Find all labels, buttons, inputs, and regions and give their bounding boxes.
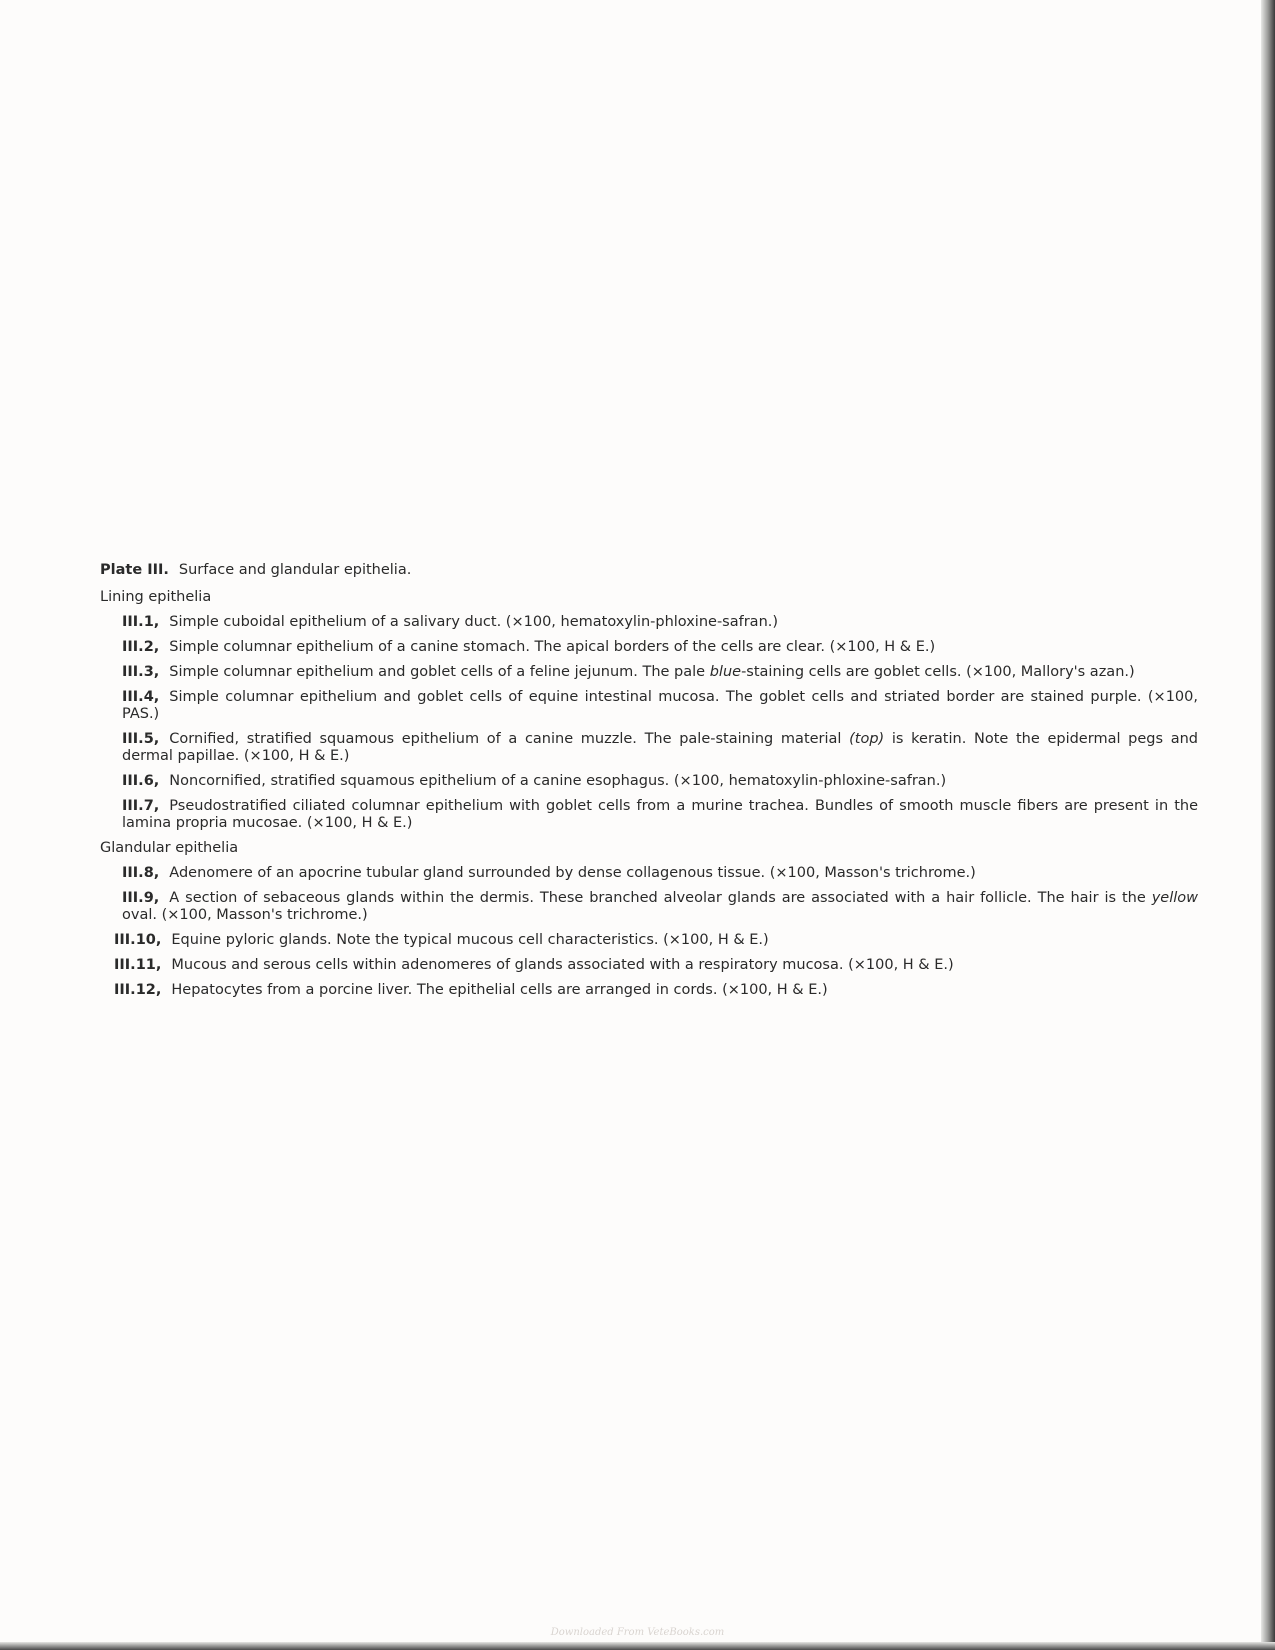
entry-text: -staining cells are goblet cells. (×100, Mallory's azan.)	[741, 664, 1135, 680]
caption-entry	[98, 957, 1198, 974]
entry-text: Cornified, stratified squamous epithelium of a canine muzzle. The pale-staining material	[169, 731, 850, 747]
page-bottom-edge	[0, 1642, 1275, 1650]
entry-text-italic: (top)	[849, 731, 885, 747]
caption-entry	[98, 798, 1198, 832]
entry-number: III.8,	[122, 865, 160, 881]
caption-entry	[98, 614, 1198, 631]
caption-entry	[98, 890, 1198, 924]
entry-text-italic: blue	[709, 664, 742, 680]
caption-entry	[98, 639, 1198, 656]
entry-number: III.2,	[122, 639, 160, 655]
caption-entry	[98, 664, 1198, 681]
entry-number: III.10,	[114, 932, 162, 948]
caption-entry	[98, 731, 1198, 765]
entry-number: III.5,	[122, 731, 160, 747]
entry-text-italic: yellow	[1151, 890, 1198, 906]
plate-caption	[98, 562, 1198, 1007]
section-heading-glandular: Glandular epithelia	[100, 840, 239, 856]
entry-number: III.4,	[122, 689, 160, 705]
section-heading-lining: Lining epithelia	[100, 589, 212, 605]
entry-number: III.11,	[114, 957, 162, 973]
entry-text: Simple columnar epithelium and goblet cells of a feline jejunum. The pale	[169, 664, 710, 680]
entry-text: Noncornified, stratified squamous epithelium of a canine esophagus. (×100, hematoxylin-phloxine-safran.)	[169, 773, 947, 789]
entry-text: oval. (×100, Masson's trichrome.)	[122, 907, 368, 923]
entry-text: Adenomere of an apocrine tubular gland surrounded by dense collagenous tissue. (×100, Masson's trichrome.)	[169, 865, 976, 881]
entry-text: Mucous and serous cells within adenomeres of glands associated with a respiratory mucosa. (×100, H & E.)	[171, 957, 954, 973]
plate-title	[100, 562, 1198, 579]
entry-text: Equine pyloric glands. Note the typical mucous cell characteristics. (×100, H & E.)	[171, 932, 769, 948]
entry-text: is keratin. Note the epidermal pegs and dermal papillae. (×100, H & E.)	[122, 731, 1198, 764]
plate-title-text: Surface and glandular epithelia.	[178, 562, 412, 578]
page-binding-edge	[1261, 0, 1275, 1650]
entry-number: III.3,	[122, 664, 160, 680]
caption-entry	[98, 773, 1198, 790]
caption-entry	[98, 865, 1198, 882]
entry-number: III.12,	[114, 982, 162, 998]
entry-text: Simple columnar epithelium and goblet cells of equine intestinal mucosa. The goblet cells and striated border are stained purple. (×100, PAS.)	[122, 689, 1198, 722]
entry-number: III.1,	[122, 614, 160, 630]
entry-text: Hepatocytes from a porcine liver. The epithelial cells are arranged in cords. (×100, H & E.)	[171, 982, 828, 998]
entry-number: III.6,	[122, 773, 160, 789]
caption-entry	[98, 932, 1198, 949]
entry-number: III.7,	[122, 798, 160, 814]
plate-label: Plate III.	[100, 562, 169, 578]
entry-text: A section of sebaceous glands within the dermis. These branched alveolar glands are associated with a hair follicle. The hair is the	[169, 890, 1152, 906]
entry-text: Simple columnar epithelium of a canine stomach. The apical borders of the cells are clear. (×100, H & E.)	[169, 639, 936, 655]
caption-entry	[98, 982, 1198, 999]
footer-watermark: Downloaded From VeteBooks.com	[550, 1627, 725, 1638]
entry-text: Pseudostratified ciliated columnar epithelium with goblet cells from a murine trachea. Bundles of smooth muscle fibers are present in the lamina propria mucosae. (×100, H & E.)	[122, 798, 1198, 831]
entry-number: III.9,	[122, 890, 160, 906]
entry-text: Simple cuboidal epithelium of a salivary duct. (×100, hematoxylin-phloxine-safran.)	[169, 614, 779, 630]
caption-entry	[98, 689, 1198, 723]
